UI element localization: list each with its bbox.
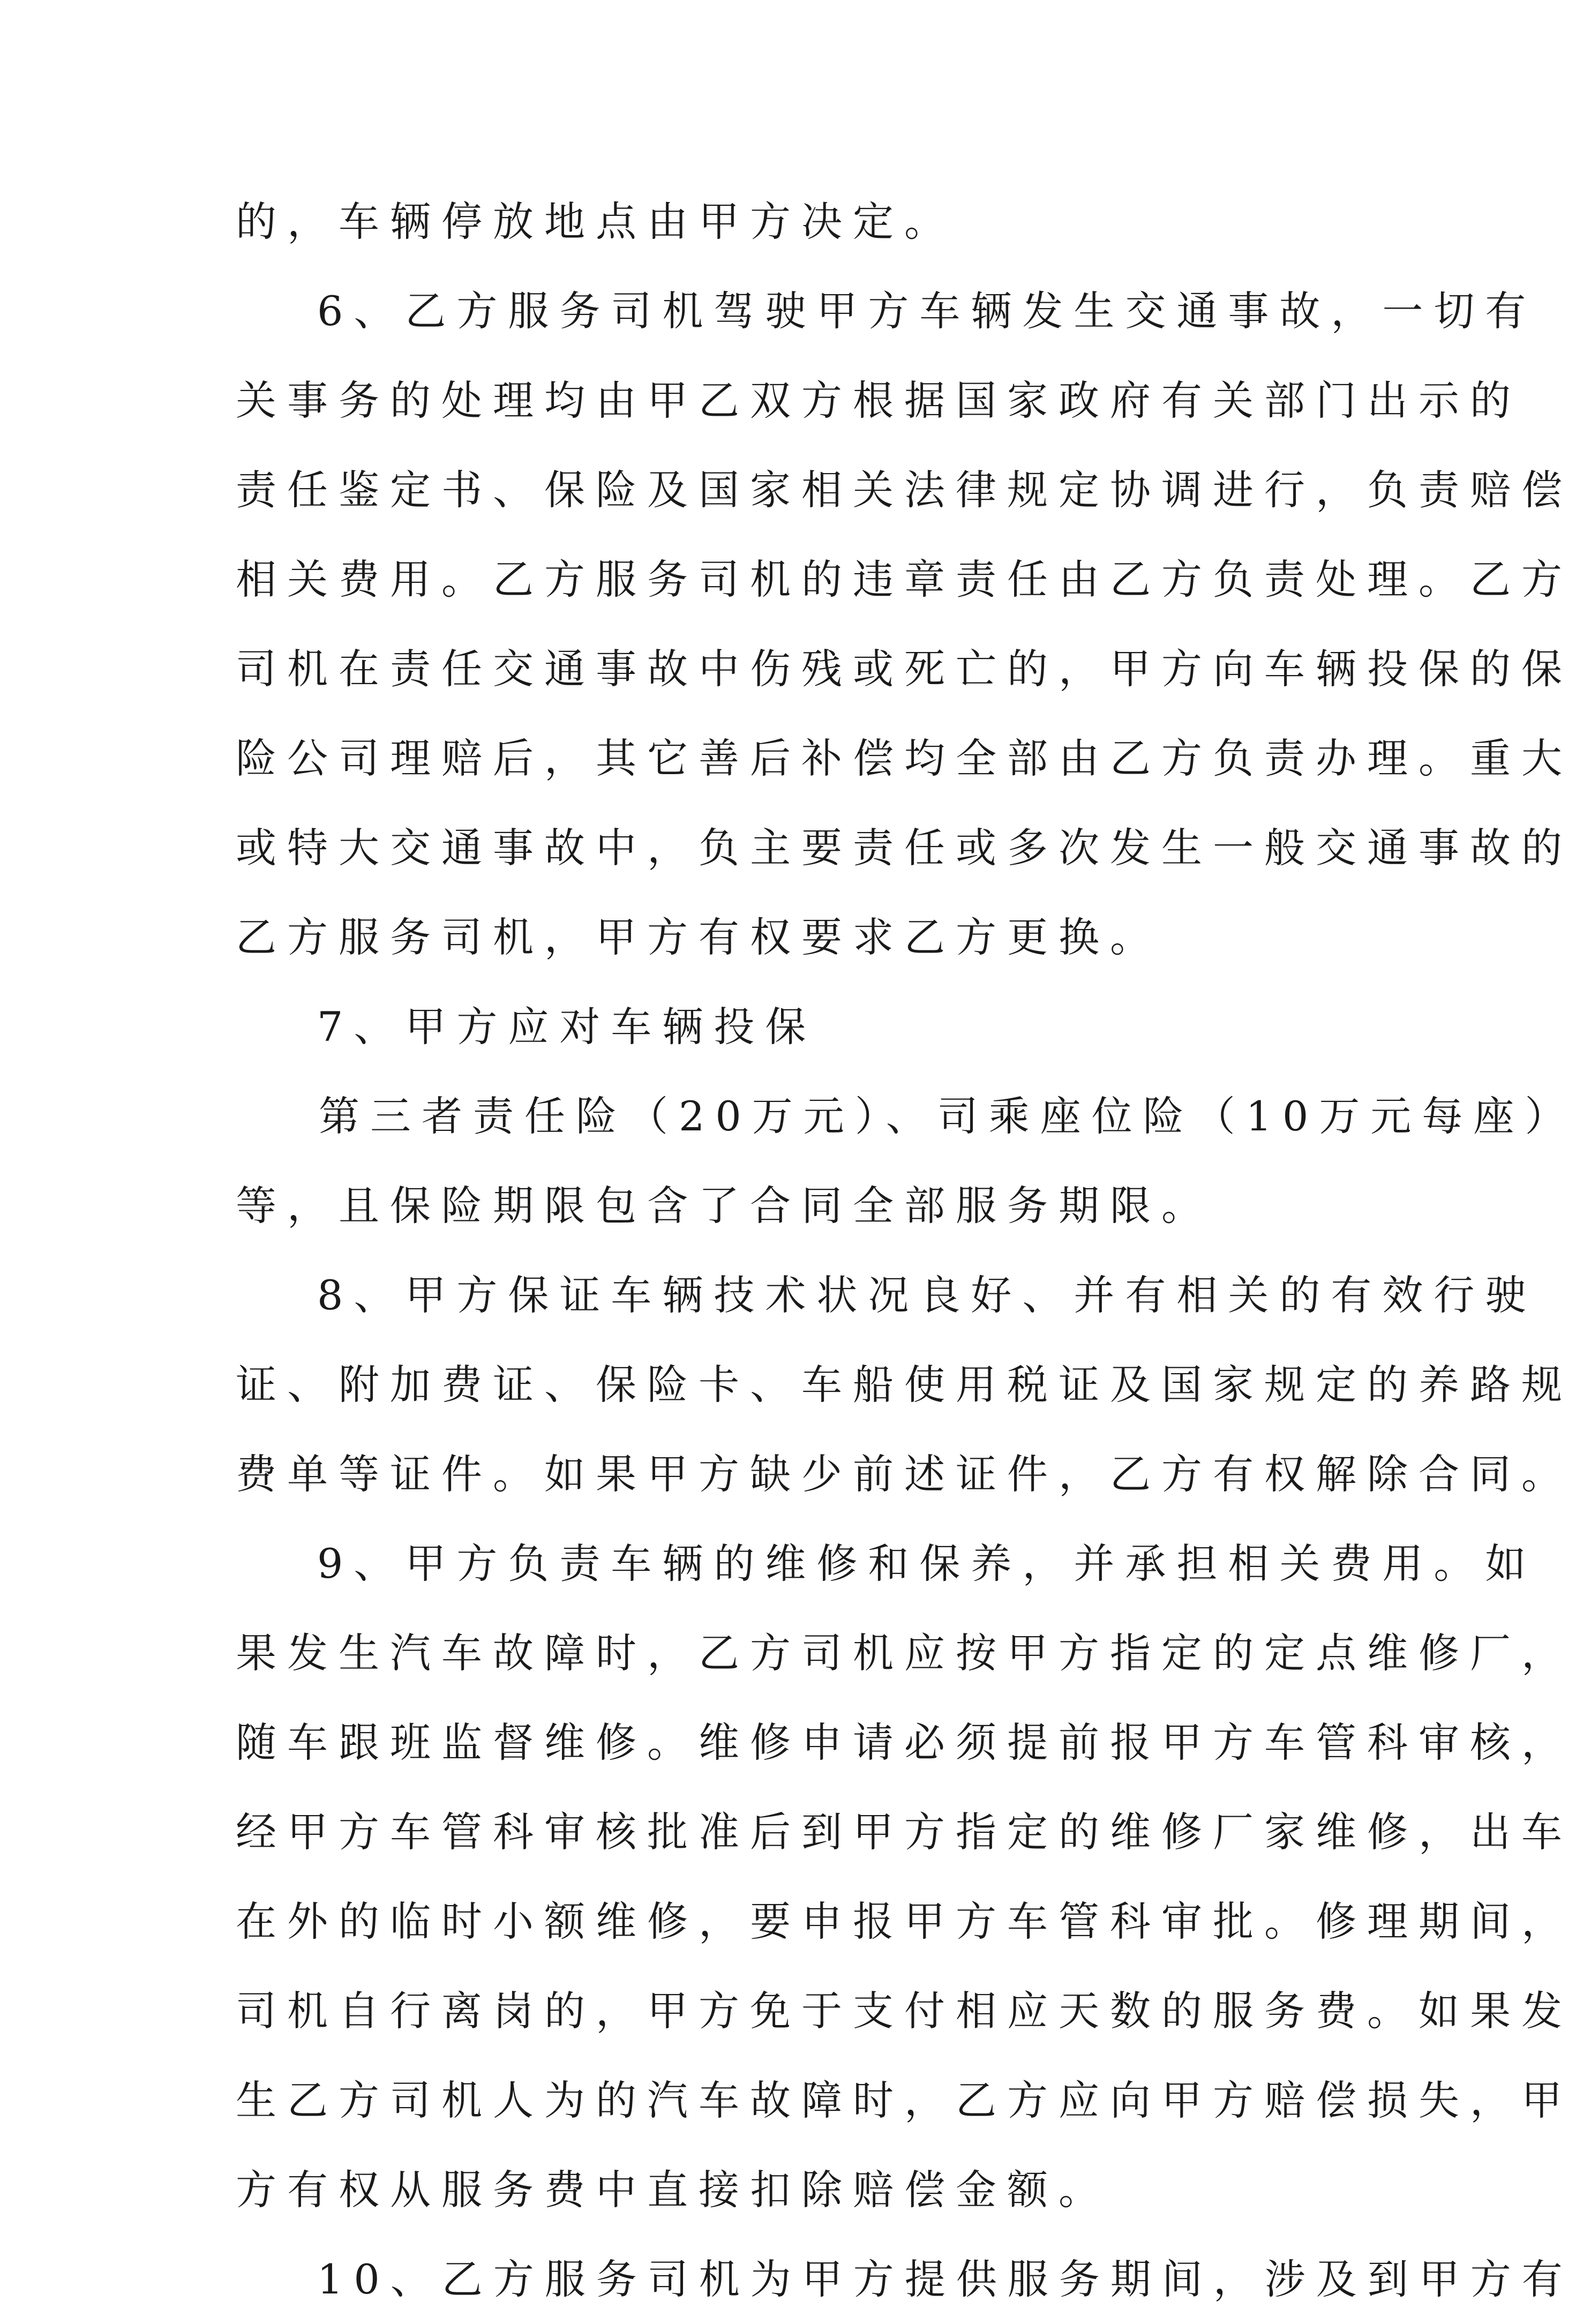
text-line: 随车跟班监督维修。维修申请必须提前报甲方车管科审核， [236,1719,1573,1766]
text-line: 果发生汽车故障时，乙方司机应按甲方指定的定点维修厂， [236,1629,1573,1677]
text-line: 10、乙方服务司机为甲方提供服务期间，涉及到甲方有 [317,2255,1573,2303]
text-line: 在外的临时小额维修，要申报甲方车管科审批。修理期间， [236,1898,1573,1945]
text-line: 证、附加费证、保险卡、车船使用税证及国家规定的养路规 [236,1361,1573,1408]
text-line: 险公司理赔后，其它善后补偿均全部由乙方负责办理。重大 [236,734,1573,782]
text-line: 责任鉴定书、保险及国家相关法律规定协调进行，负责赔偿 [236,466,1573,514]
text-line: 乙方服务司机，甲方有权要求乙方更换。 [236,913,1161,961]
text-line: 第三者责任险（20万元）、司乘座位险（10万元每座） [319,1092,1576,1140]
text-line: 或特大交通事故中，负主要责任或多次发生一般交通事故的 [236,824,1573,872]
text-line: 费单等证件。如果甲方缺少前述证件，乙方有权解除合同。 [236,1450,1573,1498]
text-line: 8、甲方保证车辆技术状况良好、并有相关的有效行驶 [317,1271,1537,1319]
text-line: 司机自行离岗的，甲方免于支付相应天数的服务费。如果发 [236,1987,1573,2035]
document-body [236,177,1576,2324]
text-line: 方有权从服务费中直接扣除赔偿金额。 [236,2166,1110,2214]
text-line: 司机在责任交通事故中伤残或死亡的，甲方向车辆投保的保 [236,645,1573,693]
text-line: 相关费用。乙方服务司机的违章责任由乙方负责处理。乙方 [236,556,1573,603]
text-line: 生乙方司机人为的汽车故障时，乙方应向甲方赔偿损失，甲 [236,2076,1573,2124]
text-line: 的，车辆停放地点由甲方决定。 [236,198,956,245]
text-line: 7、甲方应对车辆投保 [317,1003,817,1051]
text-line: 关事务的处理均由甲乙双方根据国家政府有关部门出示的 [236,377,1521,424]
text-line: 9、甲方负责车辆的维修和保养，并承担相关费用。如 [317,1540,1537,1587]
text-line: 等，且保险期限包含了合同全部服务期限。 [236,1182,1213,1230]
text-line: 6、乙方服务司机驾驶甲方车辆发生交通事故，一切有 [317,287,1537,335]
text-line: 经甲方车管科审核批准后到甲方指定的维修厂家维修，出车 [236,1808,1573,1856]
